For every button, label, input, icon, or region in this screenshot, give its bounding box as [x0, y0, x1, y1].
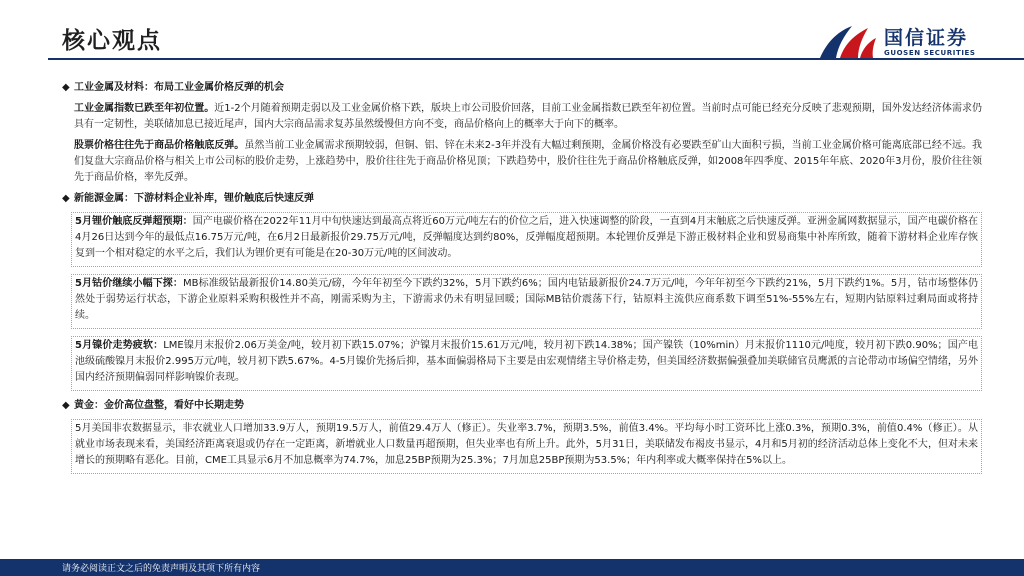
- paragraph: [74, 101, 982, 133]
- paragraph-text: 5月美国非农数据显示，非农就业人口增加33.9万人，预期19.5万人，前值29.4万人（修正）。失业率3.7%，预期3.5%，前值3.4%。平均每小时工资环比上涨0.3%，预期0.3%，前值0.4%（修正）。从就业市场表现来看，美国经济距离衰退或仍存在一定距离，新增就业人口数量再超预期，但失业率也有所上升。此外，5月31日，美联储发布褐皮书显示，4月和5月初的经济活动总体上变化不大，但对未来增长的预期略有恶化。目前，CME工具显示6月不加息概率为74.7%，加息25BP预期为25.3%；7月加息25BP预期为53.5%；年内利率或大概率保持在5%以上。: [75, 423, 978, 466]
- paragraph-text: 近1-2个月随着预期走弱以及工业金属价格下跌，版块上市公司股价回落，目前工业金属指数已跌至年初位置。当前时点可能已经充分反映了悲观预期，国外发达经济体需求仍具有一定韧性，美联储加息已接近尾声，国内大宗商品需求复苏虽然缓慢但方向不变，商品价格向上的概率大于向下的概率。: [74, 103, 982, 130]
- section-heading-new-energy-metals: ◆ 新能源金属：下游材料企业补库，锂价触底后快速反弹: [62, 191, 982, 207]
- paragraph: [75, 338, 978, 386]
- paragraph: [75, 421, 978, 469]
- section-heading-gold: ◆ 黄金：金价高位盘整，看好中长期走势: [62, 398, 982, 414]
- paragraph-text: LME镍月末报价2.06万美金/吨，较月初下跌15.07%；沪镍月末报价15.61万元/吨，较月初下跌14.38%；国产镍铁（10%min）月末报价1110元/吨度，较月初下跌0.90%；国产电池级硫酸镍月末报价2.995万元/吨，较月初下跌5.67%。4-5月镍价先扬后抑，基本面偏弱格局下主要是由宏观情绪主导价格走势，但美国经济数据偏强叠加美联储官员鹰派的言论带动市场偏空情绪，另外国内经济预期偏弱同样影响镍价表现。: [75, 340, 978, 383]
- footer-disclaimer: 请务必阅读正文之后的免责声明及其项下所有内容: [62, 564, 261, 574]
- guosen-logo-icon: [818, 22, 878, 62]
- paragraph: [75, 214, 978, 262]
- paragraph-text: 国产电碳价格在2022年11月中旬快速达到最高点将近60万元/吨左右的价位之后，进入快速调整的阶段，一直到4月末触底之后快速反弹。亚洲金属网数据显示，国产电碳价格在4月26日达到今年的最低点16.75万元/吨，在6月2日最新报价29.75万元/吨，反弹幅度达到约80%，反弹幅度超预期。本轮锂价反弹是下游正极材料企业和贸易商集中补库所致，随着下游材料企业库存恢复到一个相对稳定的水平之后，我们认为锂价更有可能是在20-30万元/吨的区间波动。: [75, 216, 978, 259]
- key-points-content: [62, 80, 982, 481]
- section-heading-industrial-metals: ◆ 工业金属及材料：布局工业金属价格反弹的机会: [62, 80, 982, 96]
- paragraph: [75, 276, 978, 324]
- logo-chinese-name: 国信证券: [884, 27, 969, 49]
- footer-bar: [0, 559, 1024, 576]
- cobalt-box: [71, 274, 982, 329]
- paragraph-lead: 工业金属指数已跌至年初位置。: [74, 103, 215, 114]
- paragraph-lead: 5月锂价触底反弹超预期：: [75, 216, 193, 227]
- paragraph-lead: 5月钴价继续小幅下探：: [75, 278, 183, 289]
- guosen-logo: [818, 22, 988, 62]
- logo-english-name: GUOSEN SECURITIES: [884, 49, 976, 57]
- diamond-bullet-icon: ◆: [62, 400, 70, 411]
- paragraph-lead: 5月镍价走势疲软：: [75, 340, 164, 351]
- diamond-bullet-icon: ◆: [62, 82, 70, 93]
- paragraph-text: 虽然当前工业金属需求预期较弱，但铜、铝、锌在未来2-3年并没有大幅过剩预期，金属价格没有必要跌至矿山大面积亏损，当前工业金属价格可能离底部已经不远。我们复盘大宗商品价格与相关上市公司标的股价走势，上涨趋势中，股价往往先于商品价格见顶；下跌趋势中，股价往往先于商品价格触底反弹，如2008年四季度、2015年年底、2020年3月份，股价往往领先于商品价格，率先反弹。: [74, 140, 983, 183]
- paragraph: [74, 138, 982, 186]
- page-title: 核心观点: [62, 28, 162, 54]
- nickel-box: [71, 336, 982, 391]
- paragraph-lead: 股票价格往往先于商品价格触底反弹。: [74, 140, 245, 151]
- lithium-box: [71, 212, 982, 267]
- gold-box: [71, 419, 982, 474]
- diamond-bullet-icon: ◆: [62, 193, 70, 204]
- paragraph-text: MB标准级钴最新报价14.80美元/磅，今年年初至今下跌约32%，5月下跌约6%；国内电钴最新报价24.7万元/吨，今年年初至今下跌约21%，5月下跌约1%。5月，钴市场整体仍然处于弱势运行状态，下游企业原料采购积极性并不高，刚需采购为主，下游需求仍未有明显回暖；国际MB钴价震荡下行，钴原料主流供应商系数下调至51%-55%左右，短期内钴原料过剩局面或将持续。: [75, 278, 979, 321]
